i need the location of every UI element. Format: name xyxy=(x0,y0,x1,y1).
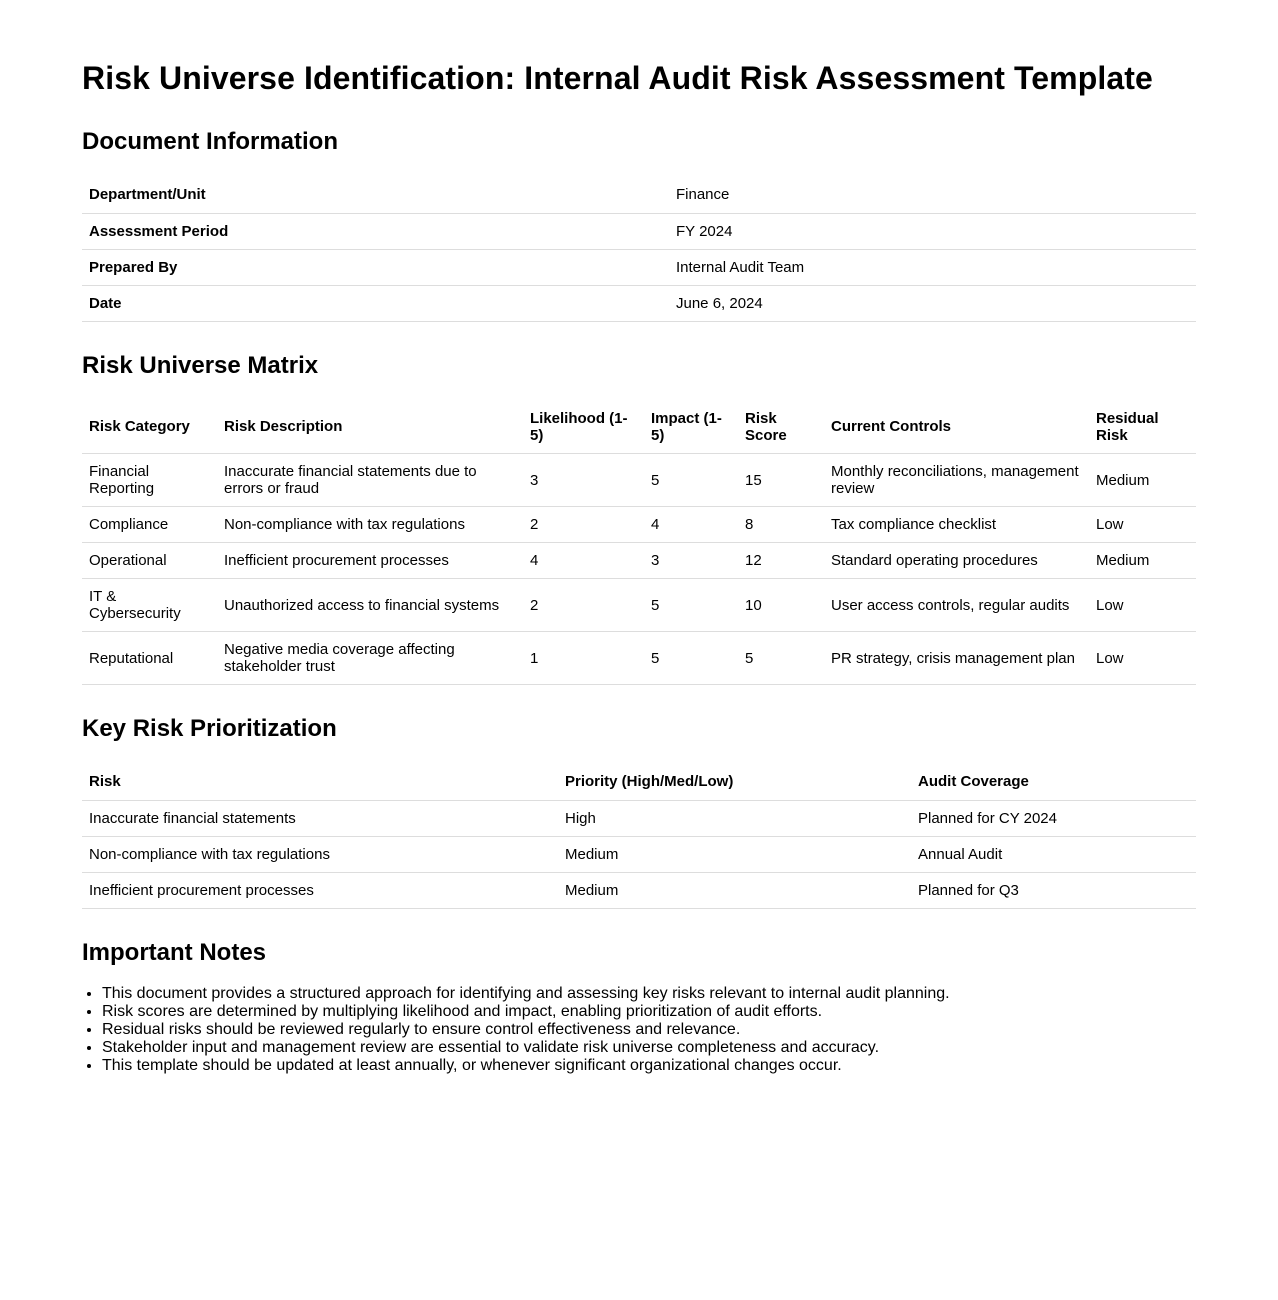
info-value: Finance xyxy=(669,177,1196,213)
info-label: Prepared By xyxy=(82,249,669,285)
page-title: Risk Universe Identification: Internal Audit Risk Assessment Template xyxy=(82,60,1153,96)
current-controls: Standard operating procedures xyxy=(824,543,1089,579)
likelihood: 3 xyxy=(523,454,644,507)
column-header: Risk Description xyxy=(217,401,523,454)
risk-category: Operational xyxy=(82,543,217,579)
risk-name: Inaccurate financial statements xyxy=(82,800,558,836)
column-header: Risk Category xyxy=(82,401,217,454)
risk-score: 8 xyxy=(738,507,824,543)
risk-name: Inefficient procurement processes xyxy=(82,872,558,908)
risk-score: 5 xyxy=(738,632,824,685)
impact: 4 xyxy=(644,507,738,543)
table-row xyxy=(82,249,1196,285)
audit-coverage: Planned for CY 2024 xyxy=(911,800,1196,836)
current-controls: Monthly reconciliations, management review xyxy=(824,454,1089,507)
list-item: • Risk scores are determined by multiplying likelihood and impact, enabling prioritization of audit efforts. xyxy=(102,1003,1196,1021)
prioritization-table xyxy=(82,764,1196,909)
residual-risk: Low xyxy=(1089,579,1196,632)
risk-matrix-heading: Risk Universe Matrix xyxy=(82,351,319,379)
table-row xyxy=(82,632,1196,685)
risk-description: Inefficient procurement processes xyxy=(217,543,523,579)
risk-category: Compliance xyxy=(82,507,217,543)
audit-coverage: Annual Audit xyxy=(911,836,1196,872)
table-header-row xyxy=(82,401,1196,454)
risk-matrix-table xyxy=(82,401,1196,686)
column-header: Current Controls xyxy=(824,401,1089,454)
info-label: Assessment Period xyxy=(82,213,669,249)
likelihood: 2 xyxy=(523,579,644,632)
info-value: June 6, 2024 xyxy=(669,285,1196,321)
residual-risk: Low xyxy=(1089,507,1196,543)
document-information-heading: Document Information xyxy=(82,128,338,155)
column-header: Likelihood (1-5) xyxy=(523,401,644,454)
risk-category: Financial Reporting xyxy=(82,454,217,507)
notes-list xyxy=(82,985,1196,1075)
risk-description: Inaccurate financial statements due to errors or fraud xyxy=(217,454,523,507)
likelihood: 2 xyxy=(523,507,644,543)
notes-heading: Important Notes xyxy=(82,938,267,966)
column-header: Audit Coverage xyxy=(911,764,1196,800)
table-row xyxy=(82,454,1196,507)
list-item: • Stakeholder input and management review are essential to validate risk universe completeness and accuracy. xyxy=(102,1039,1196,1057)
table-row xyxy=(82,285,1196,321)
info-value: FY 2024 xyxy=(669,213,1196,249)
residual-risk: Medium xyxy=(1089,543,1196,579)
prioritization-heading: Key Risk Prioritization xyxy=(82,715,337,742)
table-row xyxy=(82,872,1196,908)
audit-coverage: Planned for Q3 xyxy=(911,872,1196,908)
table-row xyxy=(82,543,1196,579)
impact: 5 xyxy=(644,454,738,507)
list-item: • This template should be updated at least annually, or whenever significant organizational changes occur. xyxy=(102,1057,1196,1075)
risk-score: 10 xyxy=(738,579,824,632)
residual-risk: Low xyxy=(1089,632,1196,685)
list-item: • This document provides a structured approach for identifying and assessing key risks relevant to internal audit planning. xyxy=(102,985,1196,1003)
table-row xyxy=(82,579,1196,632)
risk-score: 15 xyxy=(738,454,824,507)
risk-name: Non-compliance with tax regulations xyxy=(82,836,558,872)
risk-category: IT & Cybersecurity xyxy=(82,579,217,632)
priority: Medium xyxy=(558,872,911,908)
column-header: Residual Risk xyxy=(1089,401,1196,454)
risk-score: 12 xyxy=(738,543,824,579)
impact: 3 xyxy=(644,543,738,579)
column-header: Risk Score xyxy=(738,401,824,454)
column-header: Risk xyxy=(82,764,558,800)
info-value: Internal Audit Team xyxy=(669,249,1196,285)
table-row xyxy=(82,213,1196,249)
impact: 5 xyxy=(644,579,738,632)
column-header: Priority (High/Med/Low) xyxy=(558,764,911,800)
likelihood: 1 xyxy=(523,632,644,685)
document-information-table xyxy=(82,177,1196,322)
current-controls: User access controls, regular audits xyxy=(824,579,1089,632)
list-item: • Residual risks should be reviewed regularly to ensure control effectiveness and relevance. xyxy=(102,1021,1196,1039)
table-row xyxy=(82,177,1196,213)
risk-description: Unauthorized access to financial systems xyxy=(217,579,523,632)
table-row xyxy=(82,507,1196,543)
residual-risk: Medium xyxy=(1089,454,1196,507)
risk-description: Non-compliance with tax regulations xyxy=(217,507,523,543)
info-label: Department/Unit xyxy=(82,177,669,213)
table-row xyxy=(82,836,1196,872)
table-row xyxy=(82,800,1196,836)
info-label: Date xyxy=(82,285,669,321)
current-controls: Tax compliance checklist xyxy=(824,507,1089,543)
risk-description: Negative media coverage affecting stakeholder trust xyxy=(217,632,523,685)
priority: High xyxy=(558,800,911,836)
table-header-row xyxy=(82,764,1196,800)
column-header: Impact (1-5) xyxy=(644,401,738,454)
likelihood: 4 xyxy=(523,543,644,579)
risk-category: Reputational xyxy=(82,632,217,685)
impact: 5 xyxy=(644,632,738,685)
priority: Medium xyxy=(558,836,911,872)
current-controls: PR strategy, crisis management plan xyxy=(824,632,1089,685)
